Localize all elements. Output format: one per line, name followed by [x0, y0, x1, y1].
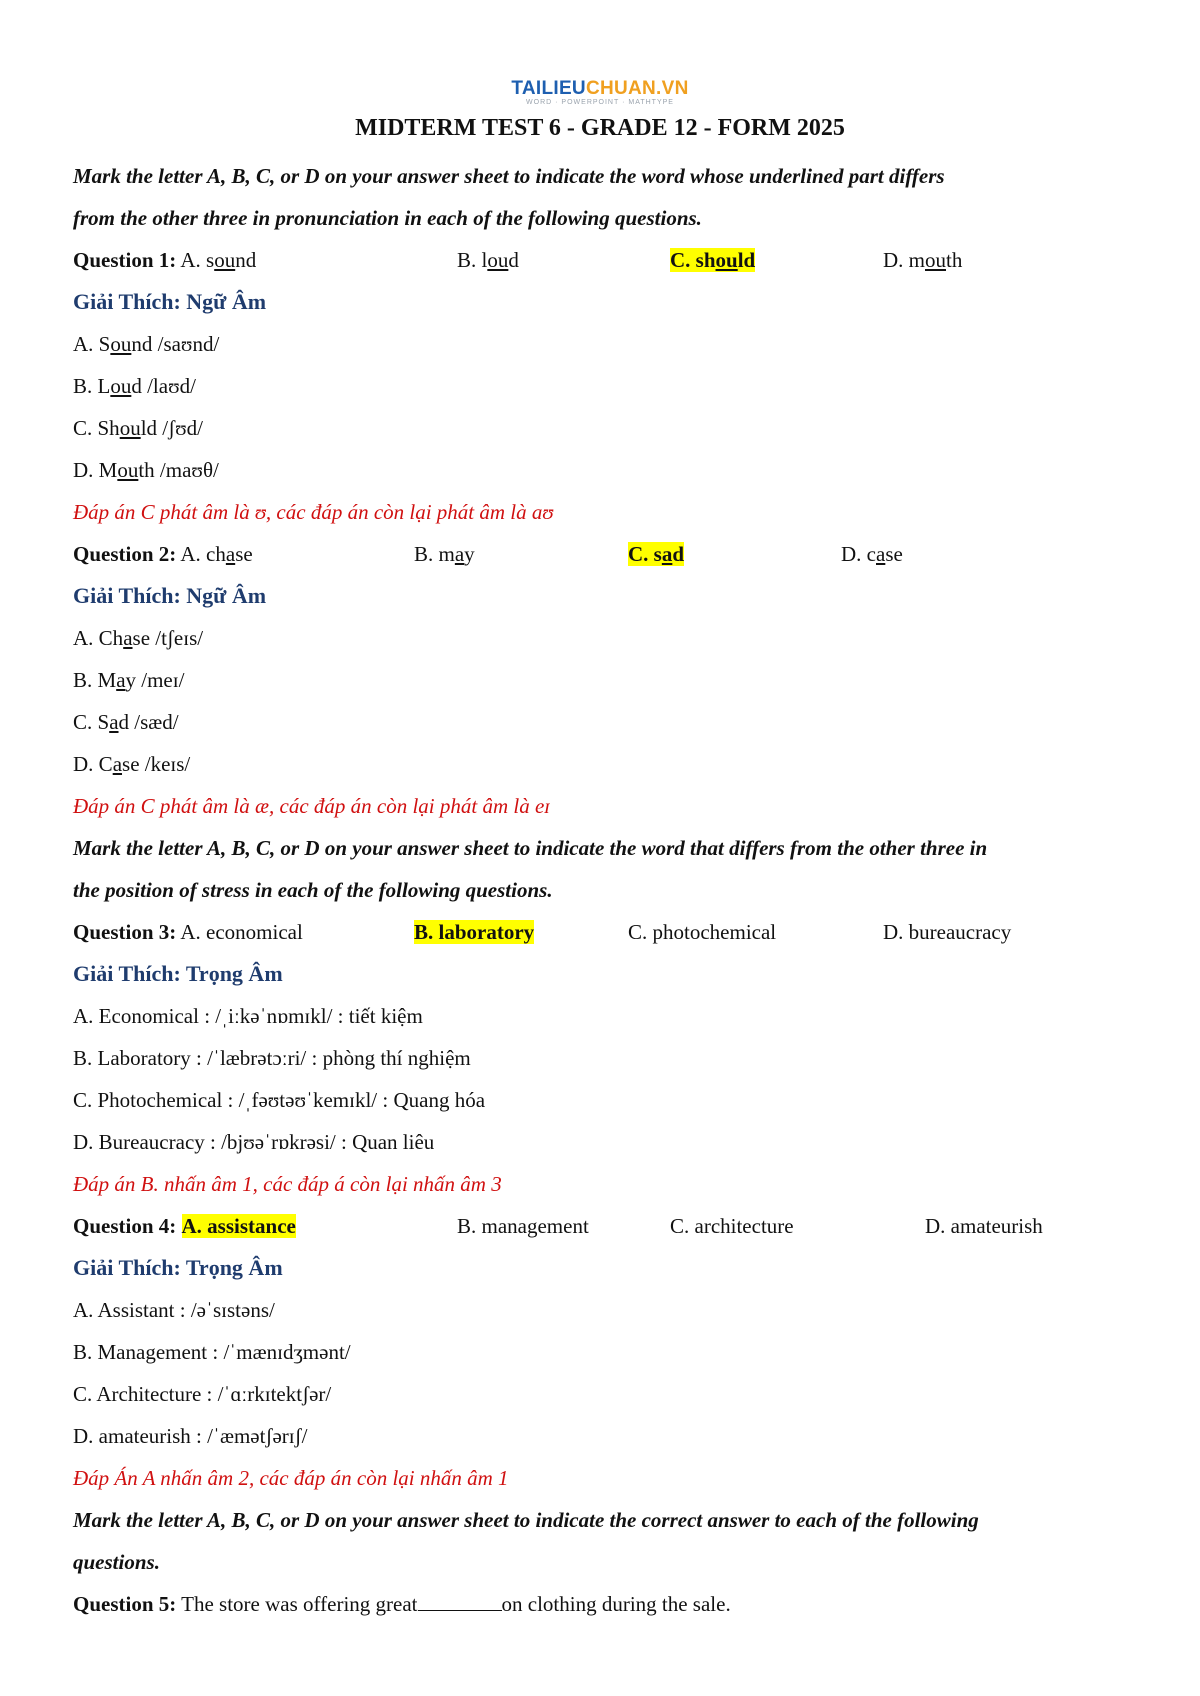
question-1-label: Question 1:	[73, 248, 177, 272]
question-4-explanation-c: C. Architecture : /ˈɑːrkɪtektʃər/	[73, 1382, 332, 1406]
question-3-option-c: C. photochemical	[628, 920, 777, 944]
question-4-explanation-heading: Giải Thích: Trọng Âm	[73, 1255, 283, 1280]
question-5-text-before: The store was offering great	[181, 1592, 418, 1616]
question-3-row	[73, 911, 1133, 953]
section-instruction-2-line-2: the position of stress in each of the following questions.	[73, 878, 553, 902]
question-4-option-b: B. management	[457, 1214, 589, 1238]
question-1-option-c: C. should	[670, 248, 756, 272]
question-5-blank	[418, 1592, 502, 1611]
question-2-answer: Đáp án C phát âm là æ, các đáp án còn lại phát âm là eɪ	[73, 794, 550, 818]
question-4-option-c: C. architecture	[670, 1214, 794, 1238]
question-4-explanation-a: A. Assistant : /əˈsɪstəns/	[73, 1298, 275, 1322]
question-1-explanation-a: A. Sound /saʊnd/	[73, 332, 220, 356]
question-2-option-c: C. sad	[628, 542, 685, 566]
section-instruction-3-line-2: questions.	[73, 1550, 160, 1574]
question-2-option-b: B. may	[414, 542, 475, 566]
question-2-option-a: A. chase	[180, 542, 253, 566]
section-instruction-2-line-1: Mark the letter A, B, C, or D on your answer sheet to indicate the word that differs from the other three in	[73, 836, 988, 860]
section-instruction-3-line-1: Mark the letter A, B, C, or D on your answer sheet to indicate the correct answer to each of the following	[73, 1508, 979, 1532]
question-2-explanation-b: B. May /meɪ/	[73, 668, 185, 692]
question-2-explanation-c: C. Sad /sæd/	[73, 710, 179, 734]
question-1-explanation-c: C. Should /ʃʊd/	[73, 416, 203, 440]
question-1-option-b: B. loud	[457, 248, 519, 272]
question-4-explanation-b: B. Management : /ˈmænɪdʒmənt/	[73, 1340, 351, 1364]
question-5-label: Question 5:	[73, 1592, 177, 1616]
question-1-answer: Đáp án C phát âm là ʊ, các đáp án còn lại phát âm là aʊ	[73, 500, 554, 524]
question-1-explanation-b: B. Loud /laʊd/	[73, 374, 196, 398]
question-1-explanation-d: D. Mouth /maʊθ/	[73, 458, 219, 482]
question-4-option-d: D. amateurish	[925, 1214, 1043, 1238]
question-3-answer: Đáp án B. nhấn âm 1, các đáp á còn lại nhấn âm 3	[73, 1172, 502, 1196]
question-1-option-d: D. mouth	[883, 248, 963, 272]
question-3-option-a: A. economical	[180, 920, 303, 944]
section-instruction-1-line-2: from the other three in pronunciation in each of the following questions.	[73, 206, 702, 230]
section-instruction-1-line-1: Mark the letter A, B, C, or D on your answer sheet to indicate the word whose underlined part differs	[73, 164, 945, 188]
question-4-answer: Đáp Án A nhấn âm 2, các đáp án còn lại nhấn âm 1	[73, 1466, 509, 1490]
question-2-option-d: D. case	[841, 542, 903, 566]
page-title: MIDTERM TEST 6 - GRADE 12 - FORM 2025	[355, 115, 845, 141]
logo-wordmark: TAILIEUCHUAN.VN	[511, 78, 689, 99]
question-3-explanation-d: D. Bureaucracy : /bjʊəˈrɒkrəsi/ : Quan liêu	[73, 1130, 435, 1154]
question-4-explanation-d: D. amateurish : /ˈæmətʃərɪʃ/	[73, 1424, 308, 1448]
question-3-explanation-b: B. Laboratory : /ˈlæbrətɔːri/ : phòng thí nghiệm	[73, 1046, 471, 1070]
question-1-option-a: A. sound	[180, 248, 257, 272]
question-2-explanation-heading: Giải Thích: Ngữ Âm	[73, 583, 267, 608]
question-5-row	[73, 1583, 1133, 1625]
question-3-explanation-c: C. Photochemical : /ˌfəʊtəʊˈkemɪkl/ : Quang hóa	[73, 1088, 486, 1112]
question-3-label: Question 3:	[73, 920, 177, 944]
question-4-option-a: A. assistance	[181, 1214, 296, 1238]
logo-tagline: WORD · POWERPOINT · MATHTYPE	[526, 99, 674, 106]
document-body	[73, 155, 1133, 1625]
question-3-explanation-a: A. Economical : /ˌiːkəˈnɒmɪkl/ : tiết kiệm	[73, 1004, 423, 1028]
question-4-label: Question 4:	[73, 1214, 177, 1238]
question-2-explanation-d: D. Case /keɪs/	[73, 752, 191, 776]
question-2-label: Question 2:	[73, 542, 177, 566]
question-2-explanation-a: A. Chase /tʃeɪs/	[73, 626, 204, 650]
question-3-option-d: D. bureaucracy	[883, 920, 1012, 944]
question-4-row	[73, 1205, 1133, 1247]
question-1-row	[73, 239, 1133, 281]
question-3-explanation-heading: Giải Thích: Trọng Âm	[73, 961, 283, 986]
question-1-explanation-heading: Giải Thích: Ngữ Âm	[73, 289, 267, 314]
site-logo	[0, 78, 1200, 106]
question-2-row	[73, 533, 1133, 575]
question-5-text-after: on clothing during the sale.	[501, 1592, 731, 1616]
question-3-option-b: B. laboratory	[414, 920, 535, 944]
